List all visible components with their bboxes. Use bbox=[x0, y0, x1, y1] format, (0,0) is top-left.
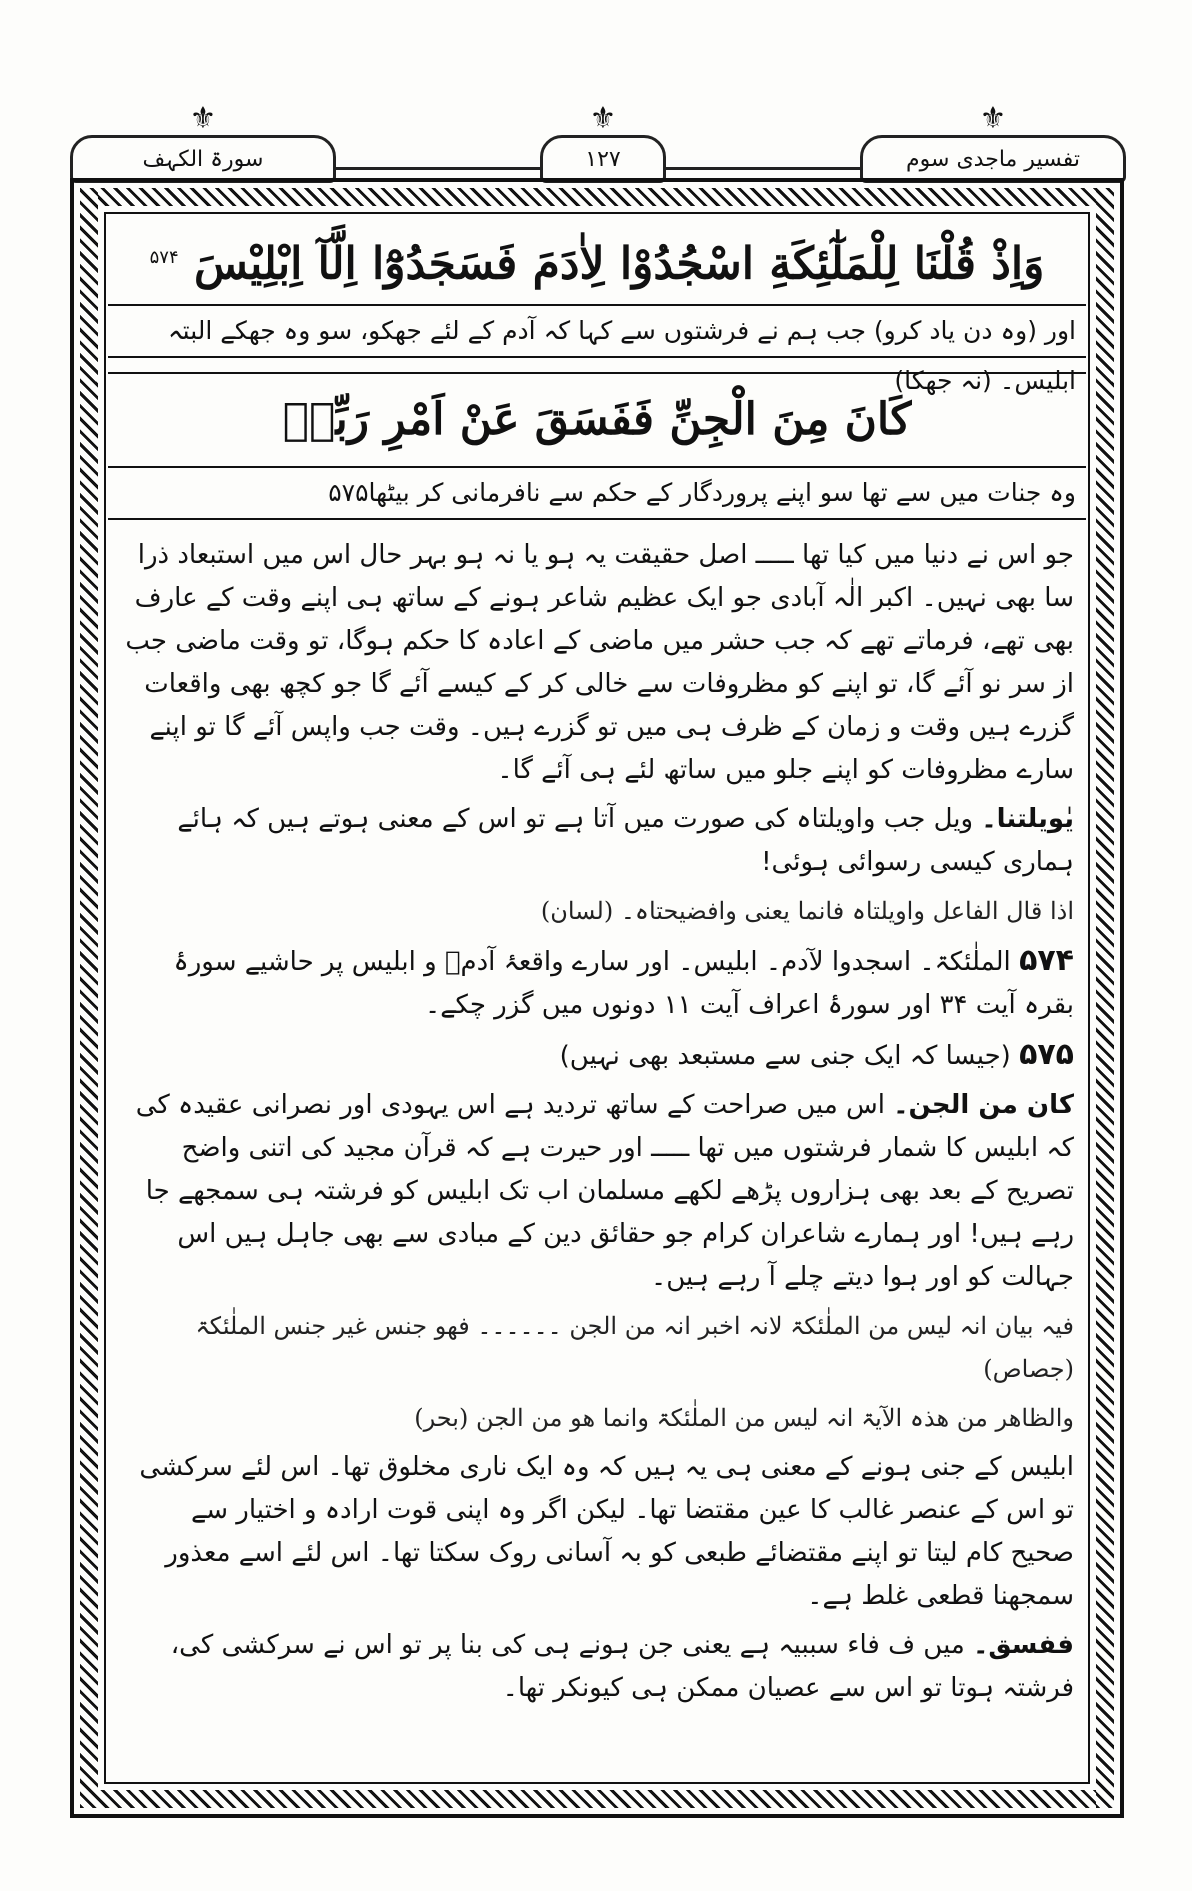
book-title-cartouche bbox=[860, 101, 1126, 183]
verse-footnote-ref: ۵۷۴ bbox=[149, 247, 179, 268]
commentary bbox=[108, 520, 1086, 1710]
book-title: تفسیر ماجدی سوم bbox=[906, 146, 1080, 172]
surah-name: سورۃ الکہف bbox=[142, 146, 264, 172]
term-heading: کان من الجن۔ bbox=[893, 1090, 1074, 1120]
frame-chain-top bbox=[80, 188, 1114, 206]
verse-text: وَاِذْ قُلْنَا لِلْمَلٰٓئِكَةِ اسْجُدُوْا لِاٰدَمَ فَسَجَدُوْٓا اِلَّآ اِبْلِيْسَ bbox=[193, 238, 1045, 290]
surah-name-cartouche bbox=[70, 101, 336, 183]
page-number-cartouche bbox=[540, 101, 666, 183]
footnote-number: ۵۷۵ bbox=[1019, 1037, 1074, 1072]
frame-chain-right bbox=[1096, 188, 1114, 1808]
commentary-paragraph bbox=[120, 1084, 1074, 1299]
ornament-finial-icon: ⚜ bbox=[189, 101, 217, 136]
verse-text: كَانَ مِنَ الْجِنِّ فَفَسَقَ عَنْ اَمْرِ رَبِّهٖ bbox=[282, 394, 912, 445]
frame-chain-bottom bbox=[80, 1790, 1114, 1808]
commentary-paragraph bbox=[120, 798, 1074, 884]
footnote-number: ۵۷۴ bbox=[1019, 943, 1074, 978]
page-number: ۱۲۷ bbox=[585, 146, 621, 172]
ornament-finial-icon: ⚜ bbox=[979, 101, 1007, 136]
term-heading: یٰویلتنا۔ bbox=[981, 804, 1074, 834]
commentary-paragraph bbox=[120, 1624, 1074, 1710]
footnote-575 bbox=[120, 1033, 1074, 1078]
page-header bbox=[70, 95, 1120, 185]
translation-text: وہ جنات میں سے تھا سو اپنے پروردگار کے حکم سے نافرمانی کر بیٹھا۵۷۵ bbox=[328, 478, 1076, 507]
footnote-574 bbox=[120, 939, 1074, 1027]
paragraph-text: (جیسا کہ ایک جنی سے مستبعد بھی نہیں) bbox=[559, 1041, 1011, 1071]
frame-chain-left bbox=[80, 188, 98, 1808]
arabic-citation: اذا قال الفاعل واویلتاہ فانما یعنی وافضیحتاہ۔ (لسان) bbox=[540, 897, 1074, 925]
verse-arabic-1 bbox=[108, 212, 1086, 306]
paragraph-text: ویل جب واویلتاہ کی صورت میں آتا ہے تو اس کے معنی ہوتے ہیں کہ ہائے ہماری کیسی رسوائی ہوئی! bbox=[177, 804, 1074, 877]
commentary-paragraph: جو اس نے دنیا میں کیا تھا ـــــ اصل حقیقت یہ ہو یا نہ ہو بہر حال اس میں استبعاد ذرا سا بھی نہیں۔ اکبر الٰہ آبادی جو ایک عظیم شاعر ہونے کے ساتھ ہی اپنے وقت کے عارف بھی تھے، فرماتے تھے کہ جب حشر میں ماضی کے اعادہ کا حکم ہوگا، تو وقت ماضی جب از سر نو آئے گا، تو اپنے کو مظروفات سے خالی کر کے کیسے آئے گا جو کچھ بھی واقعات گزرے ہیں وقت و زمان کے ظرف ہی میں تو گزرے ہیں۔ وقت جب واپس آئے گا تو اپنے سارے مظروفات کو اپنے جلو میں ساتھ لئے ہی آئے گا۔ bbox=[125, 540, 1074, 785]
commentary-paragraph: ابلیس کے جنی ہونے کے معنی ہی یہ ہیں کہ وہ ایک ناری مخلوق تھا۔ اس لئے سرکشی تو اس کے عنصر غالب کا عین مقتضا تھا۔ لیکن اگر وہ اپنی قوت ارادہ و اختیار سے صحیح کام لیتا تو اپنے مقتضائے طبعی کو بہ آسانی روک سکتا تھا۔ اس لئے اسے معذور سمجھنا قطعی غلط ہے۔ bbox=[139, 1452, 1074, 1611]
verse-translation-1: اور (وہ دن یاد کرو) جب ہم نے فرشتوں سے کہا کہ آدم کے لئے جھکو، سو وہ جھکے البتہ ابلیس۔ (نہ جھکا) bbox=[108, 306, 1086, 358]
ornament-finial-icon: ⚜ bbox=[589, 101, 617, 136]
verse-translation-2 bbox=[108, 468, 1086, 520]
paragraph-text: اس میں صراحت کے ساتھ تردید ہے اس یہودی اور نصرانی عقیدہ کی کہ ابلیس کا شمار فرشتوں میں تھا ـــــ اور حیرت ہے کہ قرآن مجید کی اتنی واضح تصریح کے بعد بھی ہزاروں پڑھے لکھے مسلمان اب تک ابلیس کو فرشتہ ہی سمجھے جا رہے ہیں! اور ہمارے شاعران کرام جو حقائق دین کے مبادی سے بھی جاہل ہیں اس جہالت کو اور ہوا دیتے چلے آ رہے ہیں۔ bbox=[135, 1090, 1074, 1292]
paragraph-text: الملٰئکۃ۔ اسجدوا لآدم۔ ابلیس۔ اور سارے واقعۂ آدمؑ و ابلیس پر حاشیے سورۂ بقرہ آیت ۳۴ اور سورۂ اعراف آیت ۱۱ دونوں میں گزر چکے۔ bbox=[173, 947, 1074, 1020]
arabic-citation: فیہ بیان انہ لیس من الملٰئکۃ لانہ اخبر انہ من الجن ۔۔۔۔۔۔ فھو جنس غیر جنس الملٰئکۃ (جصاص) bbox=[195, 1312, 1074, 1383]
arabic-citation: والظاھر من ھذہ الآیۃ انہ لیس من الملٰئکۃ وانما ھو من الجن (بحر) bbox=[414, 1404, 1074, 1432]
paragraph-text: میں ف فاء سببیہ ہے یعنی جن ہونے ہی کی بنا پر تو اس نے سرکشی کی، فرشتہ ہوتا تو اس سے عصیان ممکن ہی کیونکر تھا۔ bbox=[170, 1630, 1074, 1703]
page-content bbox=[108, 212, 1086, 1782]
term-heading: ففسق۔ bbox=[973, 1630, 1074, 1660]
